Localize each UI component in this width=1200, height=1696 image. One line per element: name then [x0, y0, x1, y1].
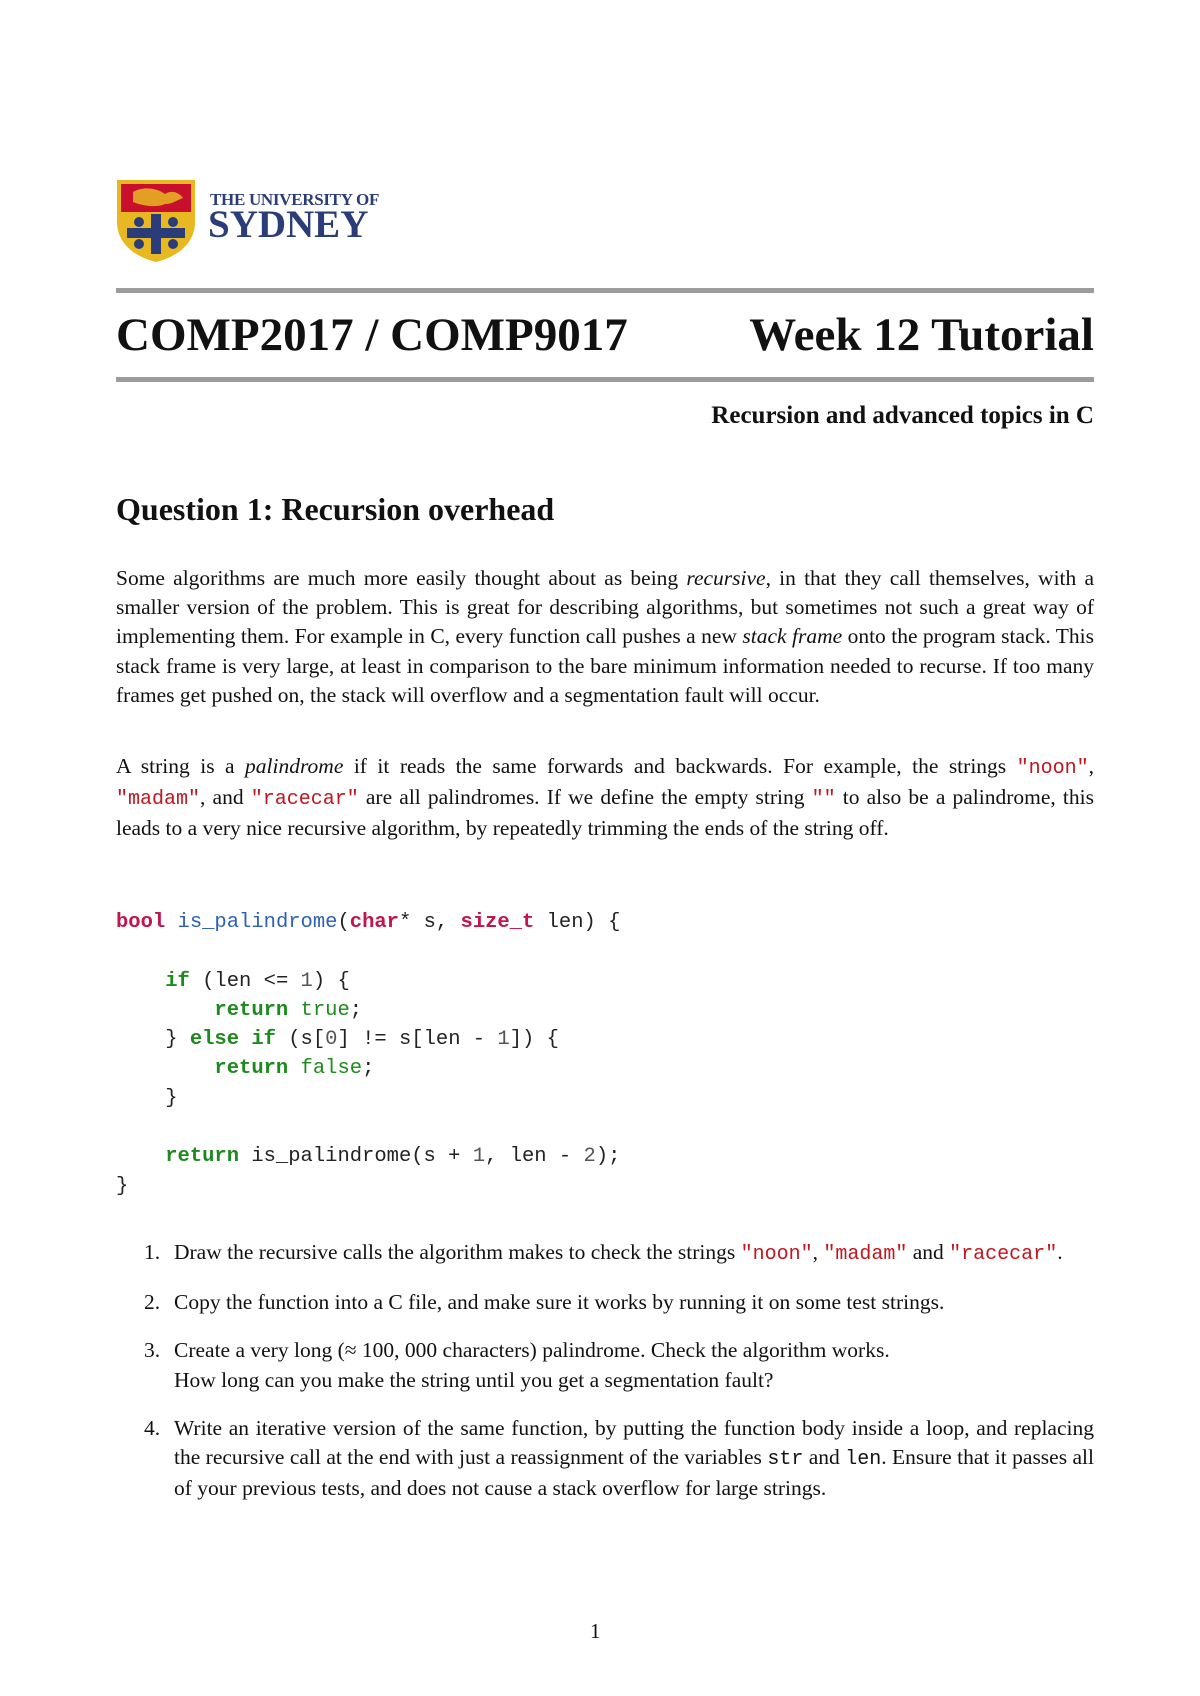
code-block: bool is_palindrome(char* s, size_t len) { if (len <= 1) { return true; } else if (s[0] != s[len - 1]) { return false; } return is_palindrome(s + 1, len - 2); } [116, 911, 621, 1198]
page-title [116, 305, 1094, 365]
logo-wordmark-top: THE UNIVERSITY OF [210, 190, 380, 209]
intro-paragraph: Some algorithms are much more easily thought about as being recursive, in that they call themselves, with a smaller version of the problem. This is great for describing algorithms, but sometimes not such a great way of implementing them. For example in C, every function call pushes a new stack frame onto the program stack. This stack frame is very large, at least in comparison to the bare minimum information needed to recurse. If too many frames get pushed on, the stack will overflow and a segmentation fault will occur. [116, 566, 1095, 707]
university-logo [113, 176, 380, 264]
question-heading: Question 1: Recursion overhead [116, 491, 555, 527]
exercise-item: 2. Copy the function into a C file, and make sure it works by running it on some test strings. [144, 1290, 945, 1315]
tutorial-subtitle: Recursion and advanced topics in C [711, 402, 1094, 429]
tutorial-week: Week 12 Tutorial [749, 309, 1094, 361]
university-crest-icon [113, 176, 199, 264]
exercise-item: 3. Create a very long (≈ 100, 000 characters) palindrome. Check the algorithm works. How long can you make the string until you get a segmentation fault? [144, 1338, 890, 1392]
course-code: COMP2017 / COMP9017 [116, 309, 628, 361]
exercise-item: 4. Write an iterative version of the same function, by putting the function body inside a loop, and replacing the recursive call at the end with just a reassignment of the variables str and len. Ensure that it passes all of your previous tests, and does not cause a stack overflow for large strings. [144, 1415, 1094, 1501]
exercise-list [116, 1238, 1094, 1522]
page-number: 1 [590, 1619, 601, 1643]
header-rule-top [116, 288, 1094, 293]
exercise-item: 1. Draw the recursive calls the algorithm makes to check the strings "noon", "madam" and "racecar". [144, 1240, 1063, 1266]
logo-wordmark-main: SYDNEY [208, 203, 369, 246]
header-rule-bottom [116, 377, 1094, 382]
palindrome-paragraph: A string is a palindrome if it reads the same forwards and backwards. For example, the strings "noon", "madam", and "racecar" are all palindromes. If we define the empty string "" to also be a palindrome, this leads to a very nice recursive algorithm, by repeatedly trimming the ends of the string off. [116, 754, 1095, 841]
